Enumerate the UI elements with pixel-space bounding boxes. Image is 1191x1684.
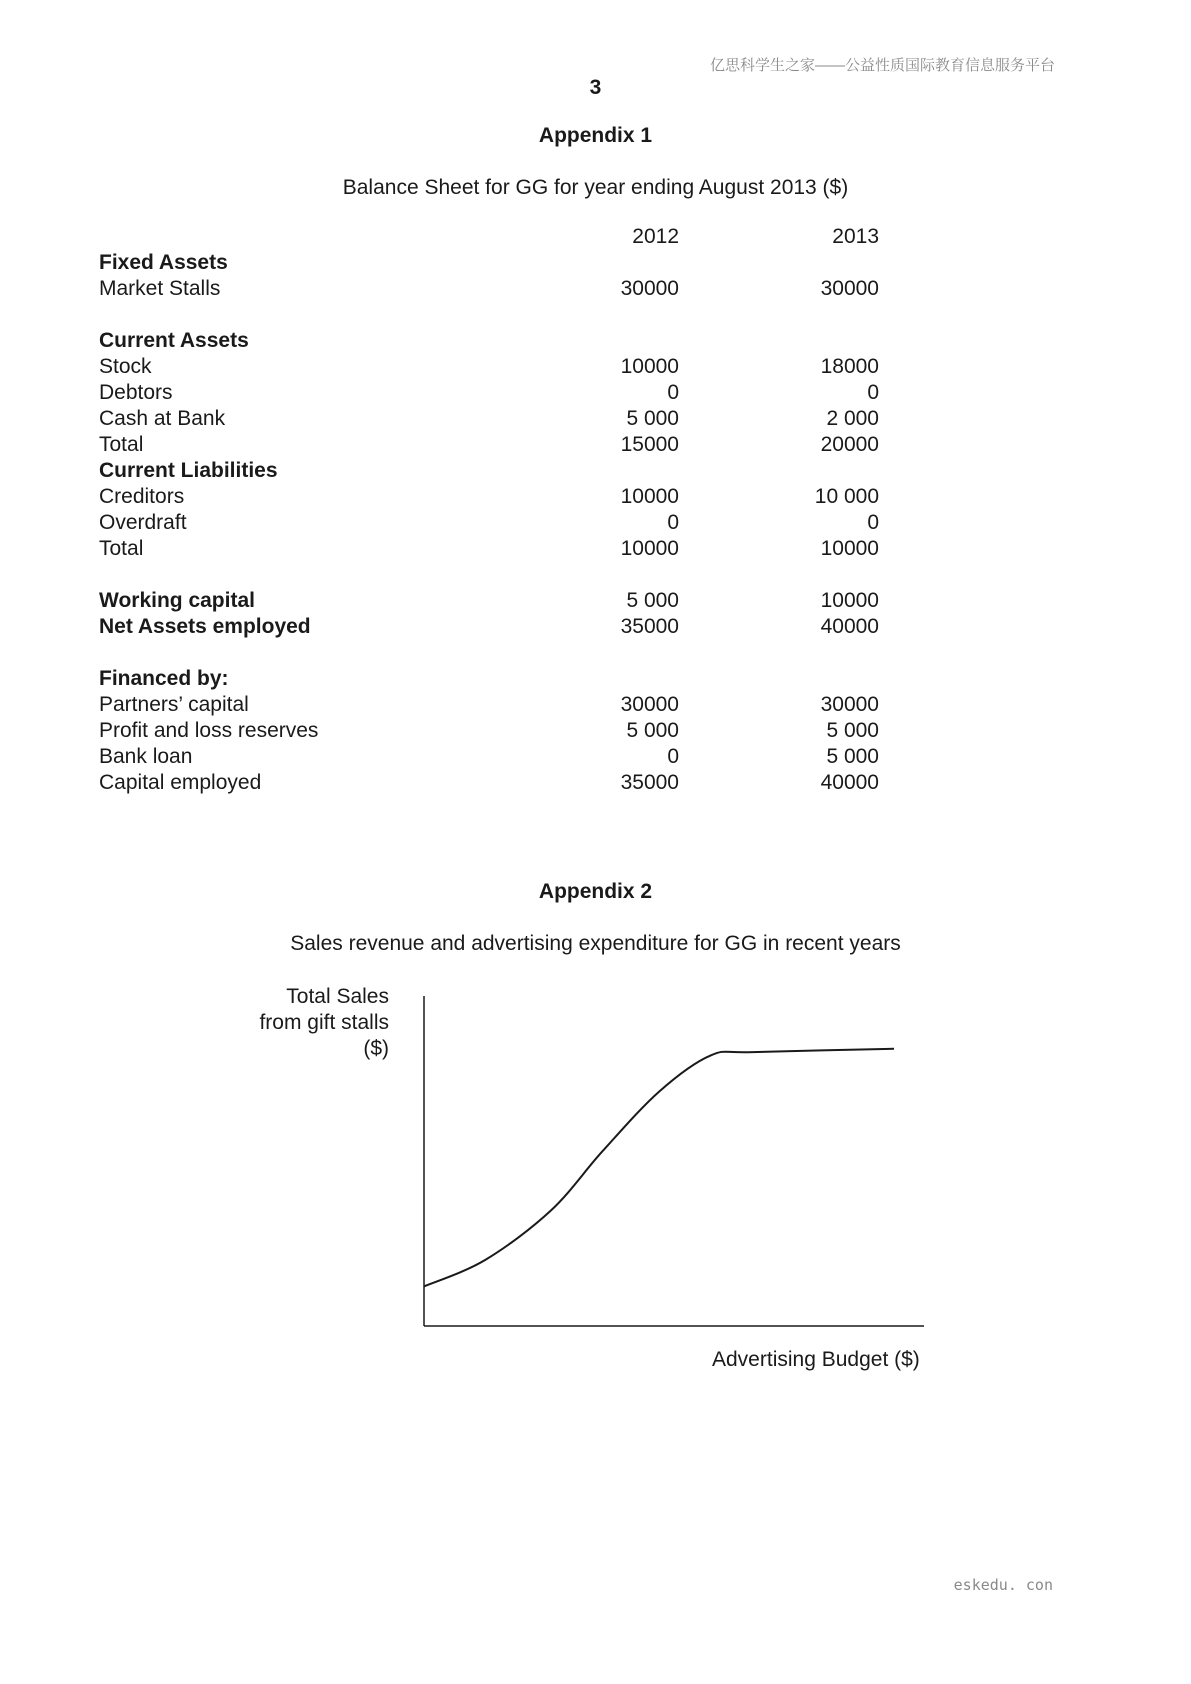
row-label: Overdraft bbox=[99, 511, 187, 534]
row-label: Partners’ capital bbox=[99, 693, 249, 716]
row-label: Cash at Bank bbox=[99, 407, 226, 430]
row-label: Current Liabilities bbox=[99, 459, 278, 482]
col-2012-header: 2012 bbox=[632, 225, 679, 248]
row-label: Total bbox=[99, 537, 144, 560]
value-2013: 2 000 bbox=[826, 407, 879, 430]
table-row bbox=[99, 328, 799, 354]
watermark: 亿思科学生之家——公益性质国际教育信息服务平台 bbox=[709, 57, 1055, 74]
table-row bbox=[99, 406, 879, 432]
y-axis-label bbox=[259, 984, 389, 1062]
value-2013: 18000 bbox=[820, 355, 879, 378]
balance-sheet bbox=[99, 224, 879, 796]
row-label: Stock bbox=[99, 355, 152, 378]
y-axis-label-line: ($) bbox=[363, 1037, 389, 1060]
row-label: Fixed Assets bbox=[99, 251, 228, 274]
chart-title: Sales revenue and advertising expenditure for GG in recent years bbox=[290, 932, 901, 955]
page-number: 3 bbox=[589, 76, 602, 99]
value-2012: 35000 bbox=[620, 615, 679, 638]
value-2012: 15000 bbox=[620, 433, 679, 456]
value-2012: 0 bbox=[667, 381, 679, 404]
row-label: Total bbox=[99, 433, 144, 456]
row-label: Net Assets employed bbox=[99, 615, 311, 638]
table-row bbox=[99, 692, 879, 718]
table-row bbox=[99, 458, 799, 484]
table-row bbox=[99, 250, 799, 276]
row-label: Market Stalls bbox=[99, 277, 221, 300]
table-row bbox=[99, 276, 879, 302]
balance-sheet-rows bbox=[99, 250, 879, 796]
value-2012: 35000 bbox=[620, 771, 679, 794]
value-2012: 0 bbox=[667, 511, 679, 534]
value-2012: 0 bbox=[667, 745, 679, 768]
value-2013: 20000 bbox=[820, 433, 879, 456]
y-axis-label-line: from gift stalls bbox=[259, 1011, 389, 1034]
row-label: Debtors bbox=[99, 381, 173, 404]
table-row bbox=[99, 380, 879, 406]
row-label: Bank loan bbox=[99, 745, 193, 768]
value-2013: 30000 bbox=[820, 693, 879, 716]
value-2013: 10000 bbox=[820, 537, 879, 560]
value-2012: 30000 bbox=[620, 693, 679, 716]
balance-sheet-header-row bbox=[99, 224, 879, 250]
table-row bbox=[99, 614, 879, 640]
table-row bbox=[99, 744, 879, 770]
row-label: Current Assets bbox=[99, 329, 249, 352]
row-label: Working capital bbox=[99, 589, 255, 612]
x-axis-label: Advertising Budget ($) bbox=[712, 1348, 920, 1371]
value-2013: 5 000 bbox=[826, 745, 879, 768]
value-2012: 10000 bbox=[620, 485, 679, 508]
value-2012: 5 000 bbox=[626, 407, 679, 430]
balance-sheet-title: Balance Sheet for GG for year ending August 2013 ($) bbox=[342, 176, 849, 199]
table-row bbox=[99, 770, 879, 796]
footer-text: eskedu. con bbox=[953, 1576, 1053, 1594]
value-2013: 10000 bbox=[820, 589, 879, 612]
row-label: Creditors bbox=[99, 485, 185, 508]
table-row bbox=[99, 484, 879, 510]
table-row bbox=[99, 718, 879, 744]
table-row bbox=[99, 588, 879, 614]
value-2012: 10000 bbox=[620, 355, 679, 378]
value-2013: 0 bbox=[867, 511, 879, 534]
value-2013: 5 000 bbox=[826, 719, 879, 742]
appendix1-heading: Appendix 1 bbox=[538, 124, 653, 147]
sales-curve bbox=[424, 1049, 894, 1287]
value-2012: 5 000 bbox=[626, 719, 679, 742]
table-row bbox=[99, 666, 799, 692]
row-label: Profit and loss reserves bbox=[99, 719, 319, 742]
value-2012: 5 000 bbox=[626, 589, 679, 612]
table-row bbox=[99, 354, 879, 380]
value-2013: 10 000 bbox=[814, 485, 879, 508]
appendix2-heading: Appendix 2 bbox=[538, 880, 653, 903]
value-2013: 0 bbox=[867, 381, 879, 404]
value-2013: 40000 bbox=[820, 615, 879, 638]
row-label: Financed by: bbox=[99, 667, 229, 690]
y-axis-label-line: Total Sales bbox=[286, 985, 389, 1008]
sales-chart bbox=[420, 990, 940, 1330]
table-row bbox=[99, 432, 879, 458]
table-row bbox=[99, 510, 879, 536]
value-2012: 10000 bbox=[620, 537, 679, 560]
value-2013: 30000 bbox=[820, 277, 879, 300]
row-label: Capital employed bbox=[99, 771, 262, 794]
col-2013-header: 2013 bbox=[832, 225, 879, 248]
table-row bbox=[99, 536, 879, 562]
value-2013: 40000 bbox=[820, 771, 879, 794]
value-2012: 30000 bbox=[620, 277, 679, 300]
